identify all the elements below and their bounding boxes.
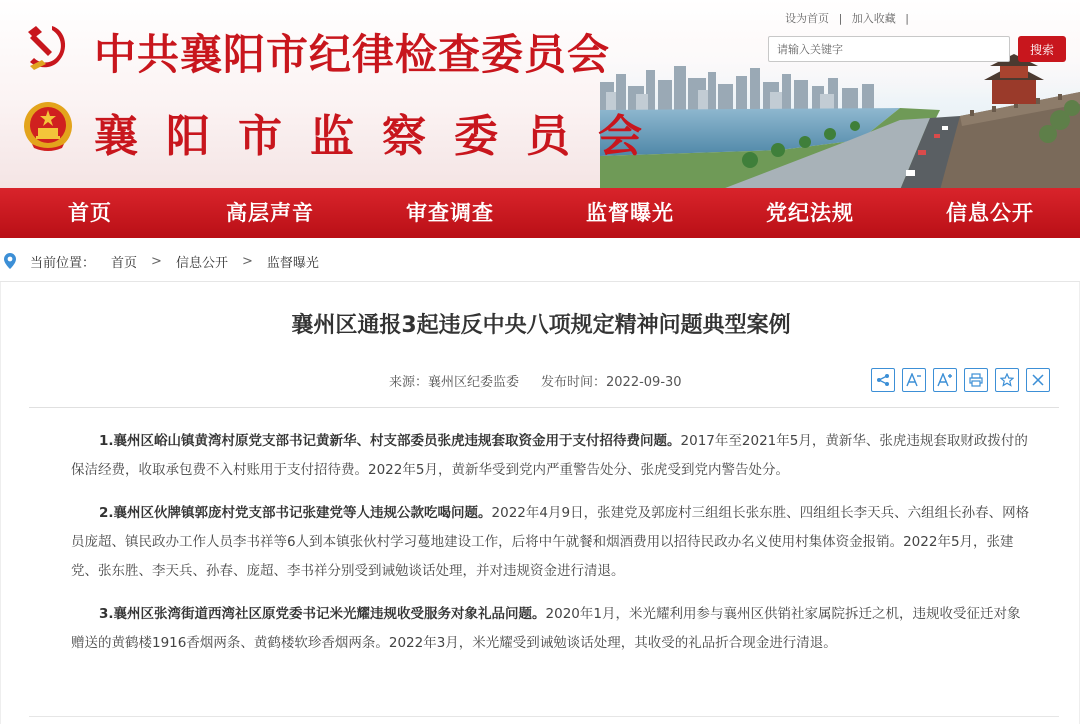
nav-item-information-disclosure[interactable]: 信息公开: [946, 200, 1034, 225]
article-title: 襄州区通报3起违反中央八项规定精神问题典型案例: [291, 313, 791, 338]
location-pin-icon: [4, 253, 16, 269]
nav-item-supervision-exposure[interactable]: 监督曝光: [586, 200, 674, 225]
search-input[interactable]: [768, 36, 1010, 62]
add-favorite-link[interactable]: 加入收藏: [851, 12, 896, 25]
share-icon[interactable]: [871, 368, 895, 392]
article-meta: [389, 371, 682, 390]
case-body: 2022年4月9日，张建党及郭庞村三组组长张东胜、四组组长李天兵、六组组长孙春、网格员庞超、镇民政办工作人员李书祥等6人到本镇张伙村学习蔓地建设工作，后将中午就餐和烟酒费用以招待民政办名义使用村集体资金报销。2022年5月，张建党、张东胜、李天兵、孙春、庞超、李书祥分别受到诫勉谈话处理，并对违规资金进行清退。: [71, 505, 1030, 579]
main-nav: [0, 188, 1080, 238]
case-body: 2017年至2021年5月，黄新华、张虎违规套取财政拨付的保洁经费，收取承包费不入村账用于支付招待费。2022年5月，黄新华受到党内严重警告处分、张虎受到党内警告处分。: [71, 433, 1028, 478]
breadcrumb-home[interactable]: 首页: [111, 255, 138, 271]
breadcrumb-information-disclosure[interactable]: 信息公开: [175, 255, 228, 271]
close-icon[interactable]: [1026, 368, 1050, 392]
article-container: [0, 282, 1080, 724]
case-heading: 3.襄州区张湾街道西湾社区原党委书记米光耀违规收受服务对象礼品问题。: [99, 606, 546, 622]
case-heading: 1.襄州区峪山镇黄湾村原党支部书记黄新华、村支部委员张虎违规套取资金用于支付招待费问题。: [99, 433, 681, 449]
party-emblem-icon: [22, 20, 74, 72]
favorite-star-icon[interactable]: [995, 368, 1019, 392]
set-homepage-link[interactable]: 设为首页: [785, 12, 830, 25]
breadcrumb-separator: >: [151, 253, 162, 269]
national-emblem-icon: [22, 100, 74, 152]
breadcrumb: [0, 242, 1080, 280]
party-committee-title: 中共襄阳市纪律检查委员会: [94, 30, 611, 79]
breadcrumb-prefix: 当前位置：: [30, 255, 96, 271]
nav-item-investigation[interactable]: 审查调查: [406, 200, 494, 225]
nav-item-party-regulations[interactable]: 党纪法规: [766, 200, 854, 225]
city-skyline-image: [600, 0, 1080, 190]
breadcrumb-separator: >: [241, 253, 253, 269]
font-increase-icon[interactable]: [933, 368, 957, 392]
article-footer-divider: [29, 716, 1059, 717]
print-icon[interactable]: [964, 368, 988, 392]
case-body: 2020年1月，米光耀利用参与襄州区供销社家属院拆迁之机，违规收受征迁对象赠送的黄鹤楼1916香烟两条、黄鹤楼软珍香烟两条。2022年3月，米光耀受到诫勉谈话处理，其收受的礼品折合现金进行清退。: [71, 606, 1021, 651]
header-banner: [0, 0, 1080, 190]
top-links: [782, 10, 912, 26]
article-paragraph: [71, 499, 1031, 586]
article-tools: [871, 368, 1050, 392]
top-links-divider: |: [905, 12, 909, 25]
article-paragraph: [71, 600, 1031, 658]
case-heading: 2.襄州区伙牌镇郭庞村党支部书记张建党等人违规公款吃喝问题。: [99, 505, 492, 521]
supervision-commission-title: 襄阳市监察委员会: [94, 111, 670, 162]
search-button[interactable]: 搜索: [1018, 36, 1066, 62]
nav-item-home[interactable]: 首页: [68, 200, 112, 225]
article-header-divider: [29, 407, 1059, 408]
font-decrease-icon[interactable]: [902, 368, 926, 392]
article-paragraph: [71, 427, 1031, 485]
article-source: 来源：襄州区纪委监委: [389, 375, 520, 390]
article-date: 发布时间：2022-09-30: [541, 375, 682, 390]
breadcrumb-supervision-exposure[interactable]: 监督曝光: [266, 255, 319, 271]
nav-item-leadership-voice[interactable]: 高层声音: [226, 200, 314, 225]
top-links-divider: |: [838, 12, 843, 25]
